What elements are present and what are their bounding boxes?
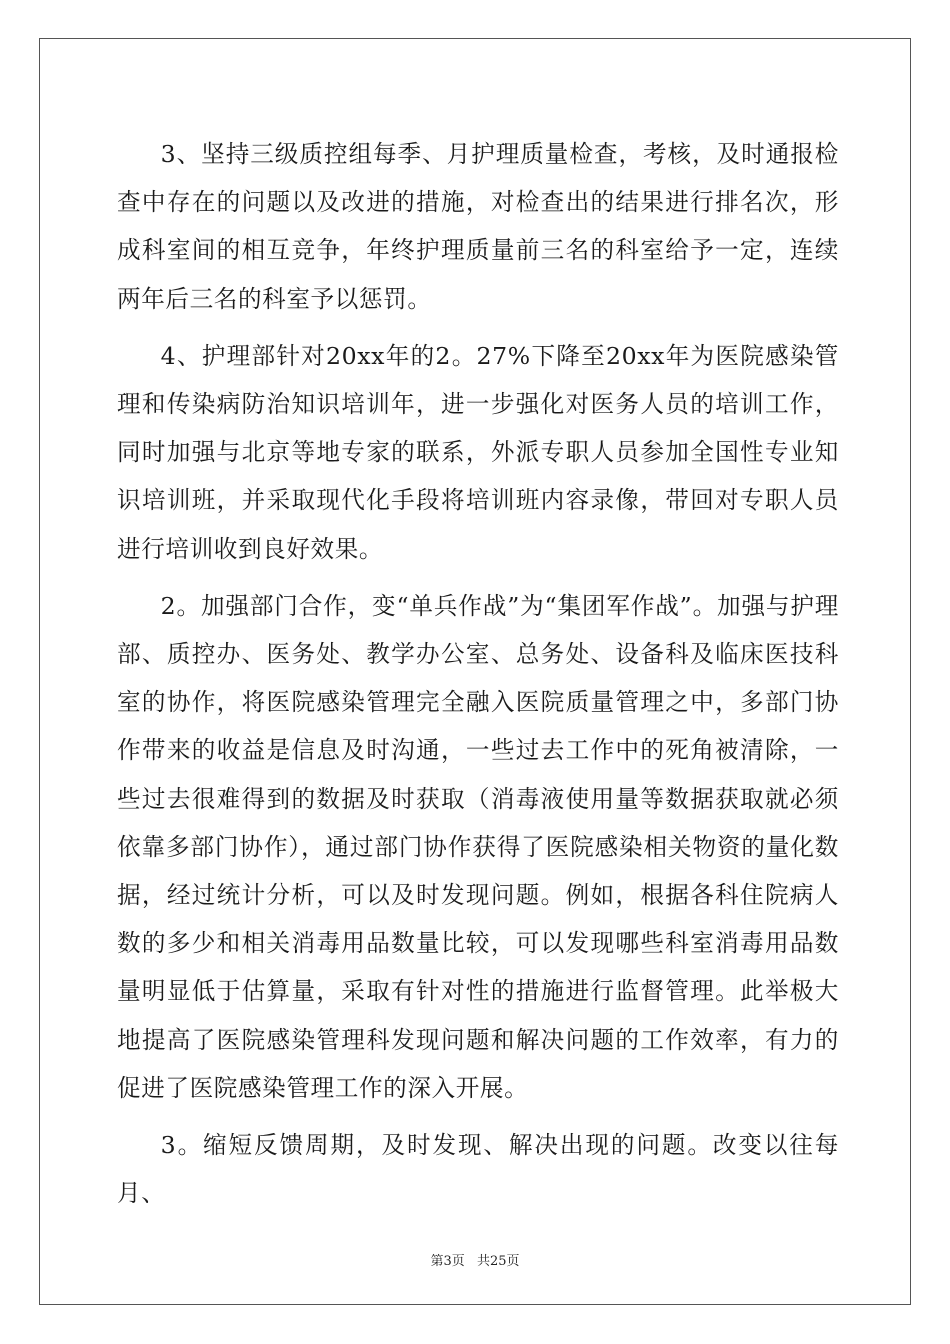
document-body (117, 130, 839, 1226)
page-footer (0, 1250, 950, 1269)
page-total: 共25页 (476, 1254, 520, 1269)
paragraph-nursing-training: 4、护理部针对20xx年的2。27%下降至20xx年为医院感染管理和传染病防治知识培训年，进一步强化对医务人员的培训工作，同时加强与北京等地专家的联系，外派专职人员参加全国性专业知识培训班，并采取现代化手段将培训班内容录像，带回对专职人员进行培训收到良好效果。 (117, 341, 839, 563)
page-number: 第3页 (430, 1254, 465, 1269)
paragraph-quality-control: 3、坚持三级质控组每季、月护理质量检查，考核，及时通报检查中存在的问题以及改进的措施，对检查出的结果进行排名次，形成科室间的相互竞争，年终护理质量前三名的科室给予一定，连续两年后三名的科室予以惩罚。 (117, 140, 839, 313)
paragraph-department-cooperation: 2。加强部门合作，变“单兵作战”为“集团军作战”。加强与护理部、质控办、医务处、教学办公室、总务处、设备科及临床医技科室的协作，将医院感染管理完全融入医院质量管理之中，多部门协作带来的收益是信息及时沟通，一些过去工作中的死角被清除，一些过去很难得到的数据及时获取（消毒液使用量等数据获取就必须依靠多部门协作），通过部门协作获得了医院感染相关物资的量化数据，经过统计分析，可以及时发现问题。例如，根据各科住院病人数的多少和相关消毒用品数量比较，可以发现哪些科室消毒用品数量明显低于估算量，采取有针对性的措施进行监督管理。此举极大地提高了医院感染管理科发现问题和解决问题的工作效率，有力的促进了医院感染管理工作的深入开展。 (117, 591, 839, 1102)
paragraph-feedback-cycle: 3。缩短反馈周期，及时发现、解决出现的问题。改变以往每月、 (117, 1131, 839, 1208)
